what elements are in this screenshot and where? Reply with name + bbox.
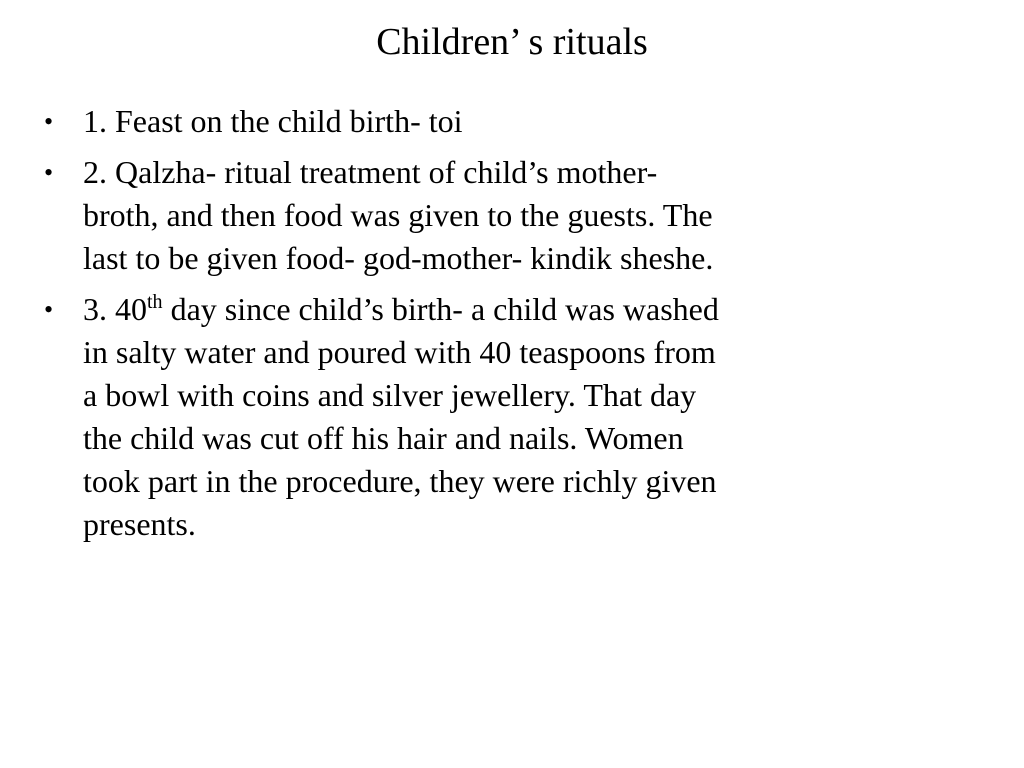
bullet-dot-icon: • bbox=[44, 158, 54, 187]
bullet-list bbox=[44, 100, 904, 554]
bullet-3-line-3: a bowl with coins and silver jewellery. That day bbox=[83, 377, 697, 413]
bullet-2-line-2: broth, and then food was given to the guests. The bbox=[83, 197, 713, 233]
ordinal-suffix: th bbox=[147, 291, 163, 313]
bullet-2-line-3: last to be given food- god-mother- kindik sheshe. bbox=[83, 240, 714, 276]
bullet-item-2 bbox=[44, 151, 904, 280]
bullet-dot-icon: • bbox=[44, 295, 54, 324]
bullet-3-line-5: took part in the procedure, they were richly given bbox=[83, 463, 717, 499]
bullet-3-line-2: in salty water and poured with 40 teaspoons from bbox=[83, 334, 716, 370]
bullet-3-line-1-rest: day since child’s birth- a child was washed bbox=[162, 291, 719, 327]
slide-title: Children’ s rituals bbox=[376, 21, 648, 63]
bullet-3-line-4: the child was cut off his hair and nails. Women bbox=[83, 420, 684, 456]
bullet-item-3 bbox=[44, 288, 904, 546]
bullet-3-number: 3. 40 bbox=[83, 291, 147, 327]
bullet-1-line-1: 1. Feast on the child birth- toi bbox=[83, 103, 463, 139]
bullet-2-line-1: 2. Qalzha- ritual treatment of child’s mother- bbox=[83, 154, 658, 190]
bullet-item-1 bbox=[44, 100, 904, 143]
bullet-3-line-1 bbox=[83, 288, 904, 331]
bullet-3-line-6: presents. bbox=[83, 506, 196, 542]
bullet-dot-icon: • bbox=[44, 107, 54, 136]
